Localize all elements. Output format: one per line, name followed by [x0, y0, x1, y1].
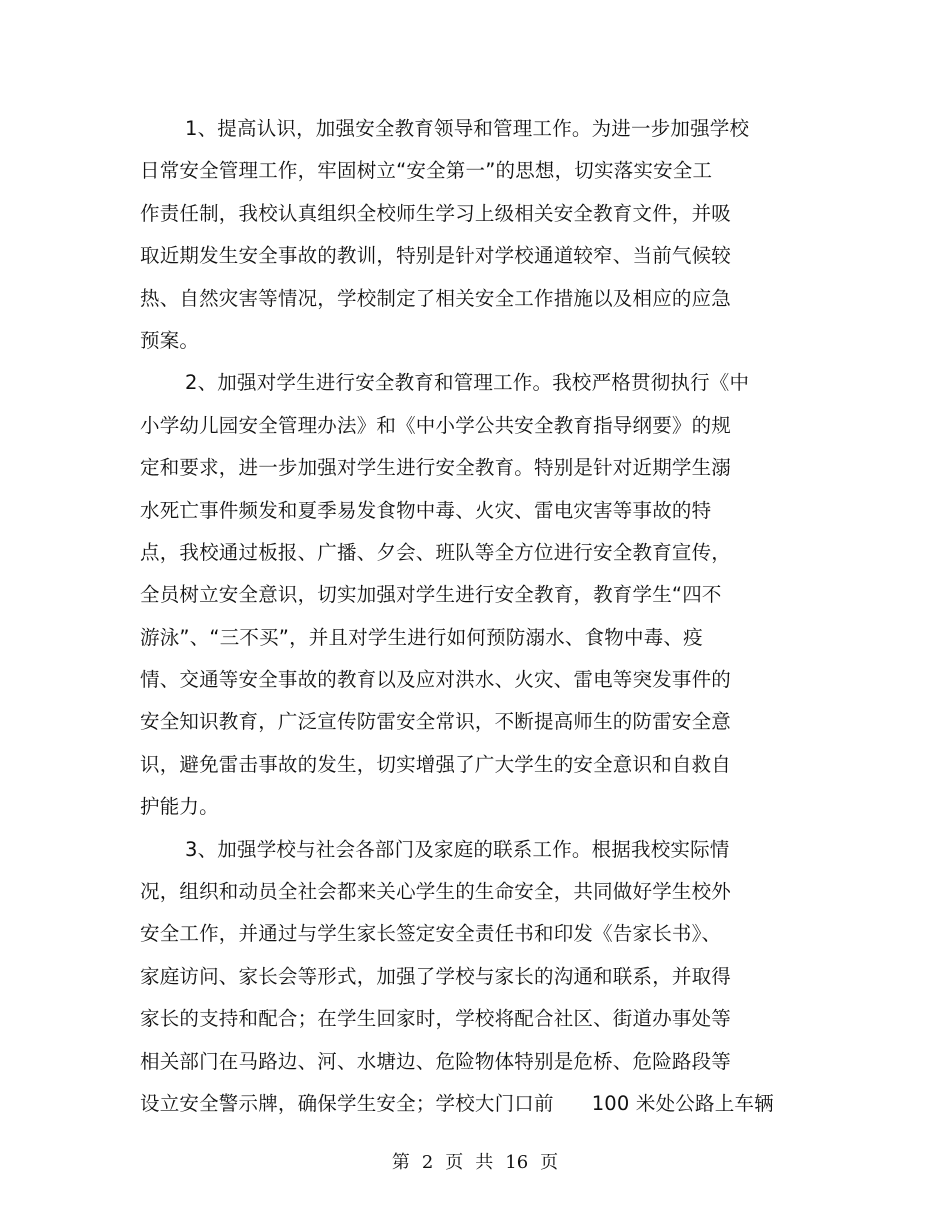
paragraph-3-line-7-part-2: 100 米处公路上车辆 [591, 1091, 774, 1115]
paragraph-2-line-8: 情、交通等安全事故的教育以及应对洪水、火灾、雷电等突发事件的 [140, 668, 732, 692]
footer-page-label: 页 [445, 1152, 464, 1173]
paragraph-1-line-5: 热、自然灾害等情况，学校制定了相关安全工作措施以及相应的应急 [140, 286, 732, 310]
paragraph-3-line-6: 相关部门在马路边、河、水塘边、危险物体特别是危桥、危险路段等 [140, 1049, 732, 1073]
paragraph-2-line-1: 2、加强对学生进行安全教育和管理工作。我校严格贯彻执行《中 [185, 371, 750, 395]
paragraph-2-line-5: 点，我校通过板报、广播、夕会、班队等全方位进行安全教育宣传， [140, 540, 732, 564]
paragraph-1-line-3: 作责任制，我校认真组织全校师生学习上级相关安全教育文件，并吸 [140, 201, 732, 225]
paragraph-3-line-7-part-1: 设立安全警示牌，确保学生安全；学校大门口前 [140, 1091, 554, 1115]
paragraph-2-line-2: 小学幼儿园安全管理办法》和《中小学公共安全教育指导纲要》的规 [140, 413, 732, 437]
footer-prefix: 第 [391, 1152, 410, 1173]
paragraph-3-line-3: 安全工作，并通过与学生家长签定安全责任书和印发《告家长书》、 [140, 922, 722, 946]
paragraph-3-line-1: 3、加强学校与社会各部门及家庭的联系工作。根据我校实际情 [185, 837, 730, 861]
paragraph-2-line-11: 护能力。 [140, 795, 219, 819]
paragraph-3-line-4: 家庭访问、家长会等形式，加强了学校与家长的沟通和联系，并取得 [140, 964, 732, 988]
paragraph-3-line-2: 况，组织和动员全社会都来关心学生的生命安全，共同做好学生校外 [140, 880, 732, 904]
paragraph-3-line-5: 家长的支持和配合；在学生回家时，学校将配合社区、街道办事处等 [140, 1007, 732, 1031]
paragraph-1-line-4: 取近期发生安全事故的教训，特别是针对学校通道较窄、当前气候较 [140, 244, 732, 268]
footer-suffix: 页 [540, 1152, 559, 1173]
paragraph-1-line-6: 预案。 [140, 328, 200, 352]
footer-total-pages: 16 [505, 1152, 529, 1173]
paragraph-2-line-10: 识，避免雷击事故的发生，切实增强了广大学生的安全意识和自救自 [140, 752, 732, 776]
page-footer [0, 1150, 950, 1176]
paragraph-3-line-7 [140, 1083, 790, 1125]
footer-page-number: 2 [421, 1152, 434, 1173]
paragraph-2-line-3: 定和要求，进一步加强对学生进行安全教育。特别是针对近期学生溺 [140, 456, 732, 480]
paragraph-2-line-4: 水死亡事件频发和夏季易发食物中毒、火灾、雷电灾害等事故的特 [140, 498, 712, 522]
footer-total-label: 共 [475, 1152, 494, 1173]
paragraph-2-line-6: 全员树立安全意识，切实加强对学生进行安全教育，教育学生“四不 [140, 583, 722, 607]
document-body [140, 108, 790, 1125]
paragraph-2-line-9: 安全知识教育，广泛宣传防雷安全常识，不断提高师生的防雷安全意 [140, 710, 732, 734]
paragraph-1-line-1: 1、提高认识，加强安全教育领导和管理工作。为进一步加强学校 [185, 117, 750, 140]
paragraph-1-line-2: 日常安全管理工作，牢固树立“安全第一”的思想，切实落实安全工 [140, 159, 713, 183]
paragraph-2-line-7: 游泳”、“三不买”，并且对学生进行如何预防溺水、食物中毒、疫 [140, 625, 703, 649]
